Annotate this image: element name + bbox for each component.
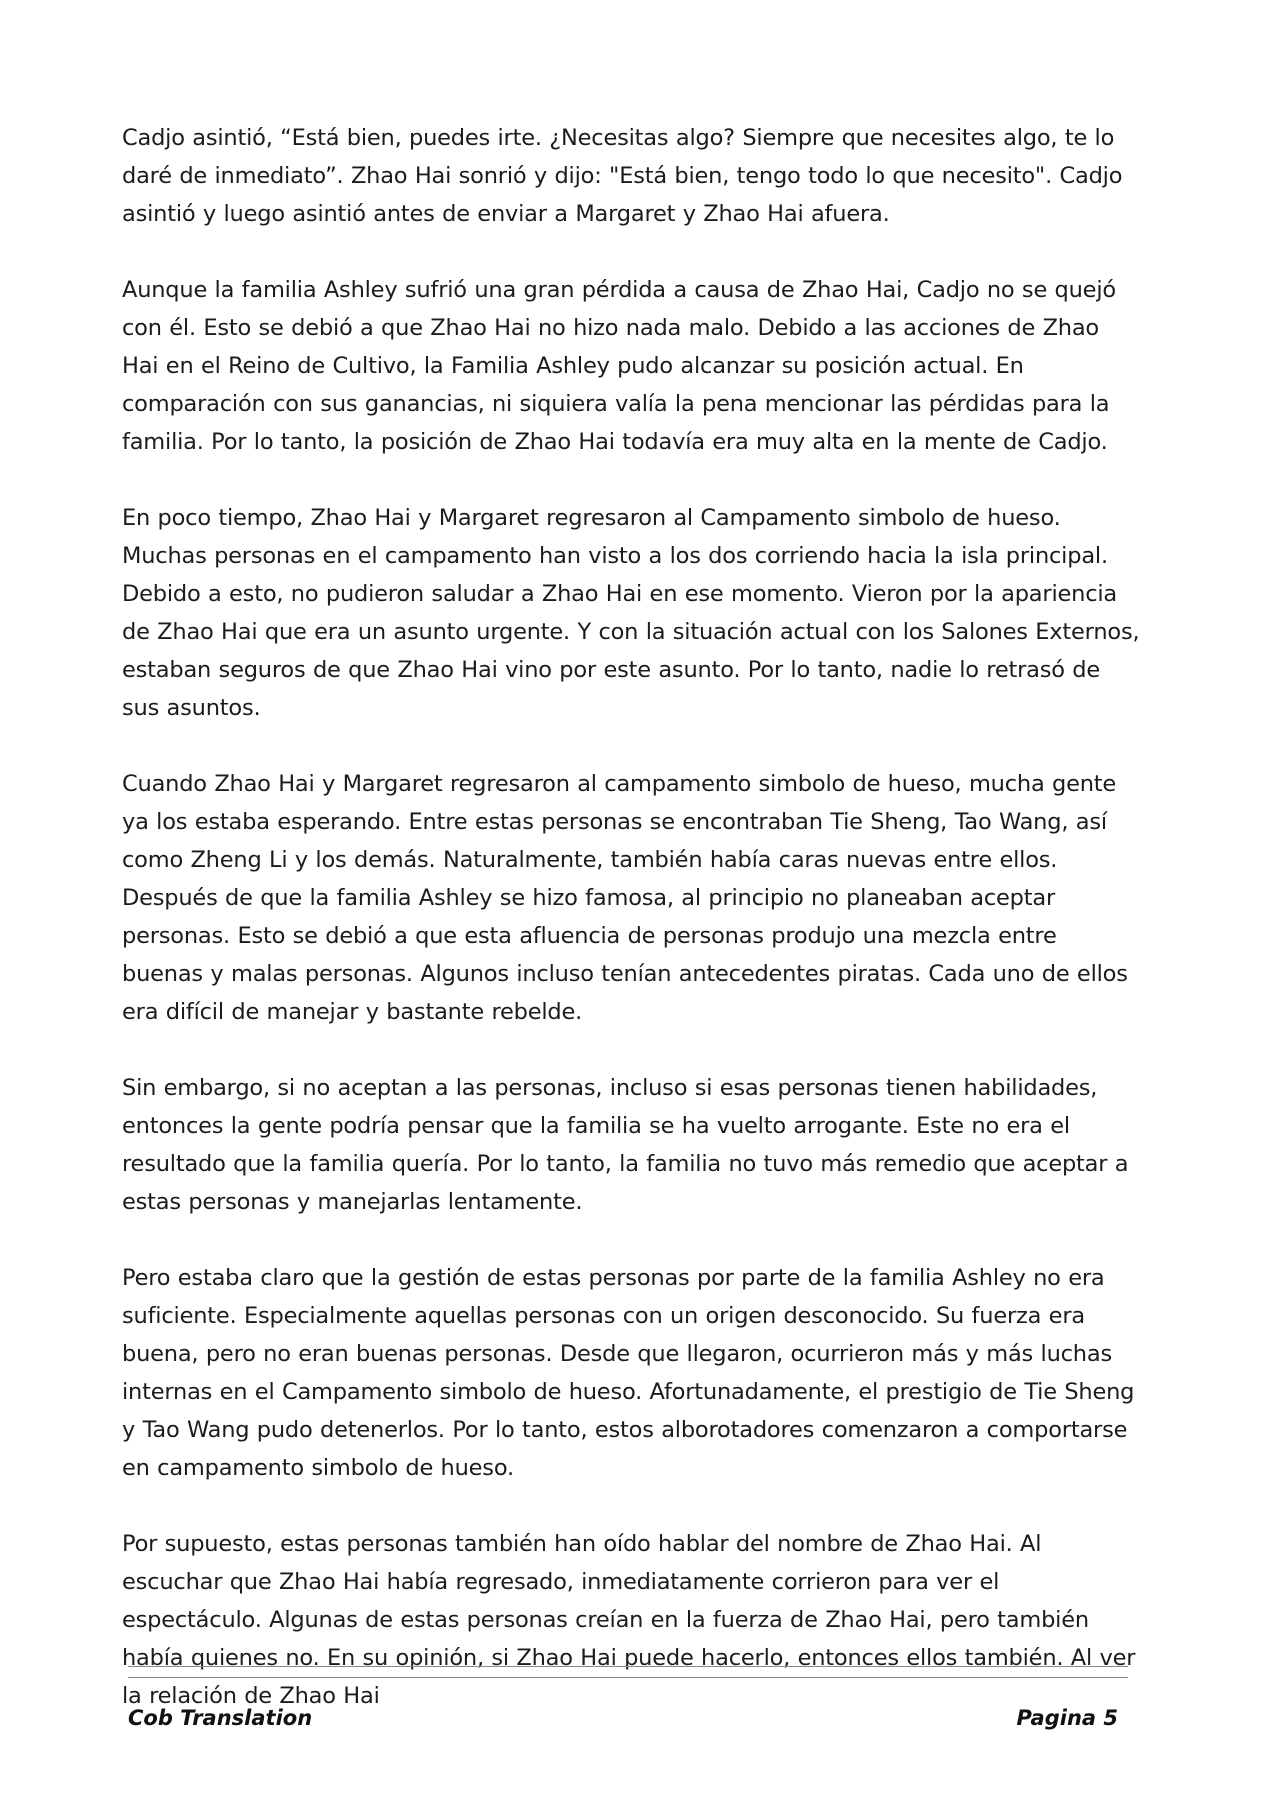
footer-divider	[128, 1666, 1128, 1667]
footer-translator-name: Cob Translation	[128, 1706, 313, 1730]
paragraph: Sin embargo, si no aceptan a las personas, incluso si esas personas tienen habilidades, entonces la gente podría pensar que la familia se ha vuelto arrogante. Este no era el resultado que la familia quería. Por lo tanto, la familia no tuvo más remedio que aceptar a estas personas y manejarlas lentamente.	[122, 1075, 1129, 1215]
footer-divider	[128, 1677, 1128, 1678]
paragraph: Cadjo asintió, “Está bien, puedes irte. ¿Necesitas algo? Siempre que necesites algo, te lo daré de inmediato”. Zhao Hai sonrió y dijo: "Está bien, tengo todo lo que necesito". Cadjo asintió y luego asintió antes de enviar a Margaret y Zhao Hai afuera.	[122, 125, 1123, 227]
paragraph: Pero estaba claro que la gestión de estas personas por parte de la familia Ashley no era suficiente. Especialmente aquellas personas con un origen desconocido. Su fuerza era buena, pero no eran buenas personas. Desde que llegaron, ocurrieron más y más luchas internas en el Campamento simbolo de hueso. Afortunadamente, el prestigio de Tie Sheng y Tao Wang pudo detenerlos. Por lo tanto, estos alborotadores comenzaron a comportarse en campamento simbolo de hueso.	[122, 1265, 1135, 1481]
paragraph: Cuando Zhao Hai y Margaret regresaron al campamento simbolo de hueso, mucha gente ya los estaba esperando. Entre estas personas se encontraban Tie Sheng, Tao Wang, así como Zheng Li y los demás. Naturalmente, también había caras nuevas entre ellos. Después de que la familia Ashley se hizo famosa, al principio no planeaban aceptar personas. Esto se debió a que esta afluencia de personas produjo una mezcla entre buenas y malas personas. Algunos incluso tenían antecedentes piratas. Cada uno de ellos era difícil de manejar y bastante rebelde.	[122, 771, 1128, 1025]
paragraph: Aunque la familia Ashley sufrió una gran pérdida a causa de Zhao Hai, Cadjo no se quejó con él. Esto se debió a que Zhao Hai no hizo nada malo. Debido a las acciones de Zhao Hai en el Reino de Cultivo, la Familia Ashley pudo alcanzar su posición actual. En comparación con sus ganancias, ni siquiera valía la pena mencionar las pérdidas para la familia. Por lo tanto, la posición de Zhao Hai todavía era muy alta en la mente de Cadjo.	[122, 277, 1116, 455]
document-body	[122, 119, 1142, 1753]
paragraph: Por supuesto, estas personas también han oído hablar del nombre de Zhao Hai. Al escuchar que Zhao Hai había regresado, inmediatamente corrieron para ver el espectáculo. Algunas de estas personas creían en la fuerza de Zhao Hai, pero también había quienes no. En su opinión, si Zhao Hai puede hacerlo, entonces ellos también. Al ver la relación de Zhao Hai	[122, 1531, 1136, 1709]
footer-page-number: Pagina 5	[1016, 1706, 1118, 1730]
paragraph: En poco tiempo, Zhao Hai y Margaret regresaron al Campamento simbolo de hueso. Muchas personas en el campamento han visto a los dos corriendo hacia la isla principal. Debido a esto, no pudieron saludar a Zhao Hai en ese momento. Vieron por la apariencia de Zhao Hai que era un asunto urgente. Y con la situación actual con los Salones Externos, estaban seguros de que Zhao Hai vino por este asunto. Por lo tanto, nadie lo retrasó de sus asuntos.	[122, 505, 1140, 721]
